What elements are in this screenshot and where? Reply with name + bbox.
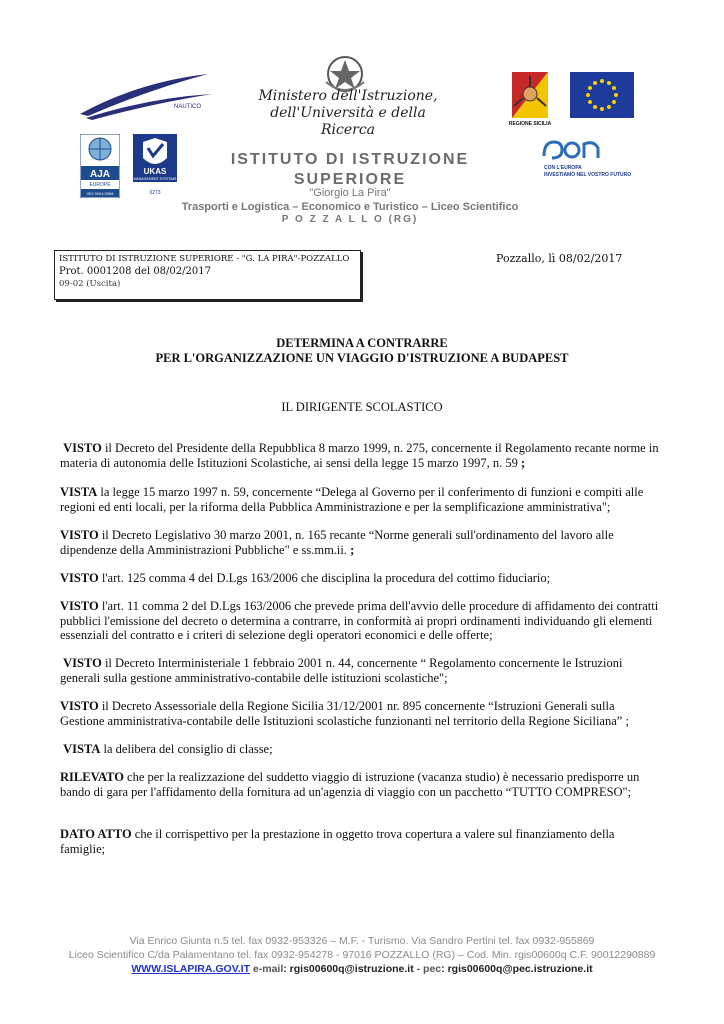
- paragraph-text: il Decreto Interministeriale 1 febbraio 2001 n. 44, concernente “ Regolamento concernente le Istruzioni generali sulla gestione amministrativo-contabile delle istituzioni scolastiche";: [60, 656, 623, 685]
- ministry-name: [258, 88, 438, 139]
- paragraph-visto-di44: [60, 656, 660, 685]
- paragraph-tail: ;: [350, 542, 355, 557]
- paragraph-text: che il corrispettivo per la prestazione in oggetto trova copertura a valere sul finanziamento della famiglie;: [60, 827, 615, 856]
- footer-address-line2: Liceo Scientifico C/da Palamentano tel. fax 0932-954278 - 97016 POZZALLO (RG) – Cod. Min. rgis00600q C.F. 90012290889: [68, 949, 656, 961]
- place-date: Pozzallo, lì 08/02/2017: [496, 252, 623, 265]
- document-title-line1: DETERMINA A CONTRARRE: [276, 336, 448, 350]
- paragraph-visto-dpr: [60, 441, 660, 470]
- paragraph-lead: VISTO: [60, 699, 99, 713]
- nautico-logo: [78, 72, 218, 122]
- paragraph-lead: VISTA: [63, 742, 101, 756]
- institute-title-line2: SUPERIORE: [293, 171, 407, 188]
- ukas-number: 0273: [149, 190, 161, 196]
- paragraph-lead: VISTO: [60, 528, 99, 542]
- nautico-label: NAUTICO: [174, 104, 201, 110]
- dirigente-heading: IL DIRIGENTE SCOLASTICO: [281, 400, 443, 414]
- institute-title: [175, 150, 525, 190]
- protocol-classification: 09-02 (Uscita): [59, 279, 121, 289]
- protocol-number: Prot. 0001208 del 08/02/2017: [59, 266, 211, 277]
- eu-flag-logo: [570, 72, 634, 118]
- paragraph-lead: VISTO: [60, 599, 99, 613]
- regione-sicilia-label: REGIONE SICILIA: [508, 121, 552, 127]
- footer-address-line1: Via Enrico Giunta n.5 tel. fax 0932-953326 – M.F. - Turismo. Via Sandro Pertini tel. fax 0932-955869: [129, 935, 595, 947]
- paragraph-visto-art125: [60, 571, 660, 586]
- aja-iso: ISO 9001:2008: [86, 191, 114, 196]
- protocol-stamp: [54, 250, 361, 300]
- paragraph-visto-da895: [60, 699, 660, 728]
- paragraph-rilevato: [60, 770, 660, 799]
- paragraph-lead: VISTO: [60, 571, 99, 585]
- document-title-line2: PER L'ORGANIZZAZIONE UN VIAGGIO D'ISTRUZIONE A BUDAPEST: [155, 351, 569, 365]
- ministry-line2: dell'Università e della Ricerca: [270, 105, 426, 138]
- email-label: e-mail: [250, 963, 284, 975]
- paragraph-text: l'art. 11 comma 2 del D.Lgs 163/2006 che prevede prima dell'avvio delle procedure di affidamento dei contratti pubblici l'emissione del decreto o determina a contrarre, in conformità ai propri ordinamenti individuando gli elementi essenziali del contratto e i criteri di selezione degli operatori economici e delle offerte;: [60, 599, 659, 642]
- institute-name: "Giorgio La Pira": [309, 187, 391, 199]
- website-link[interactable]: WWW.ISLAPIRA.GOV.IT: [131, 963, 250, 975]
- paragraph-vista-legge: [60, 485, 660, 514]
- regione-sicilia-logo: [512, 72, 548, 118]
- pon-line2: INVESTIAMO NEL VOSTRO FUTURO: [544, 172, 632, 178]
- institute-description: Trasporti e Logistica – Economico e Turistico – Liceo Scientifico: [181, 201, 519, 213]
- paragraph-lead: RILEVATO: [60, 770, 124, 784]
- institute-city: P O Z Z A L L O (RG): [281, 214, 419, 225]
- paragraph-lead: VISTO: [63, 441, 102, 455]
- paragraph-text: la legge 15 marzo 1997 n. 59, concernente “Delega al Governo per il conferimento di funzioni e compiti alle regioni ed enti locali, per la riforma della Pubblica Amministrazione e per la semplificazione amministrativa";: [60, 485, 644, 514]
- ukas-certification-logo: [133, 134, 177, 198]
- aja-sub: EUROPE: [89, 182, 111, 188]
- paragraph-lead: VISTA: [60, 485, 98, 499]
- pec-label: - pec: [413, 963, 442, 975]
- paragraph-tail: ;: [521, 455, 526, 470]
- paragraph-text: l'art. 125 comma 4 del D.Lgs 163/2006 che disciplina la procedura del cottimo fiduciario;: [98, 571, 551, 585]
- paragraph-text: la delibera del consiglio di classe;: [100, 742, 273, 756]
- footer-contacts: [0, 963, 724, 975]
- paragraph-text: il Decreto Assessoriale della Regione Sicilia 31/12/2001 nr. 895 concernente “Istruzioni Generali sulla Gestione amministrativa-contabile delle Istituzioni scolastiche funzionanti nel territorio della Regione Siciliana” ;: [60, 699, 629, 728]
- aja-label: AJA: [89, 169, 111, 180]
- email-address[interactable]: : rgis00600q@istruzione.it: [283, 963, 414, 975]
- pec-address[interactable]: : rgis00600q@pec.istruzione.it: [441, 963, 593, 975]
- paragraph-vista-delibera: [60, 742, 660, 757]
- paragraph-lead: DATO ATTO: [60, 827, 132, 841]
- pon-line1: CON L'EUROPA: [544, 165, 582, 171]
- paragraph-text: il Decreto del Presidente della Repubblica 8 marzo 1999, n. 275, concernente il Regolamento recante norme in materia di autonomia delle Istituzioni Scolastiche, ai sensi della legge 15 marzo 1997, n. 59: [60, 441, 659, 470]
- paragraph-lead: VISTO: [63, 656, 102, 670]
- institute-title-line1: ISTITUTO DI ISTRUZIONE: [230, 151, 470, 168]
- protocol-institute: ISTITUTO DI ISTRUZIONE SUPERIORE - "G. LA PIRA"-POZZALLO: [59, 254, 350, 264]
- ukas-sub: MANAGEMENT SYSTEMS: [133, 177, 177, 181]
- aja-certification-logo: [80, 134, 120, 198]
- paragraph-visto-art11: [60, 599, 660, 643]
- paragraph-text: il Decreto Legislativo 30 marzo 2001, n. 165 recante “Norme generali sull'ordinamento del lavoro alle dipendenze della Amministrazioni Pubbliche" e ss.mm.ii.: [60, 528, 614, 557]
- pon-logo: [540, 138, 632, 178]
- ministry-line1: Ministero dell'Istruzione,: [258, 88, 438, 104]
- paragraph-visto-dlgs165: [60, 528, 660, 557]
- paragraph-text: che per la realizzazione del suddetto viaggio di istruzione (vacanza studio) è necessario predisporre un bando di gara per l'affidamento della fornitura ad un'agenzia di viaggio con un pacchetto “TUTTO COMPRESO";: [60, 770, 640, 799]
- paragraph-dato-atto: [60, 827, 660, 856]
- ukas-label: UKAS: [143, 167, 167, 176]
